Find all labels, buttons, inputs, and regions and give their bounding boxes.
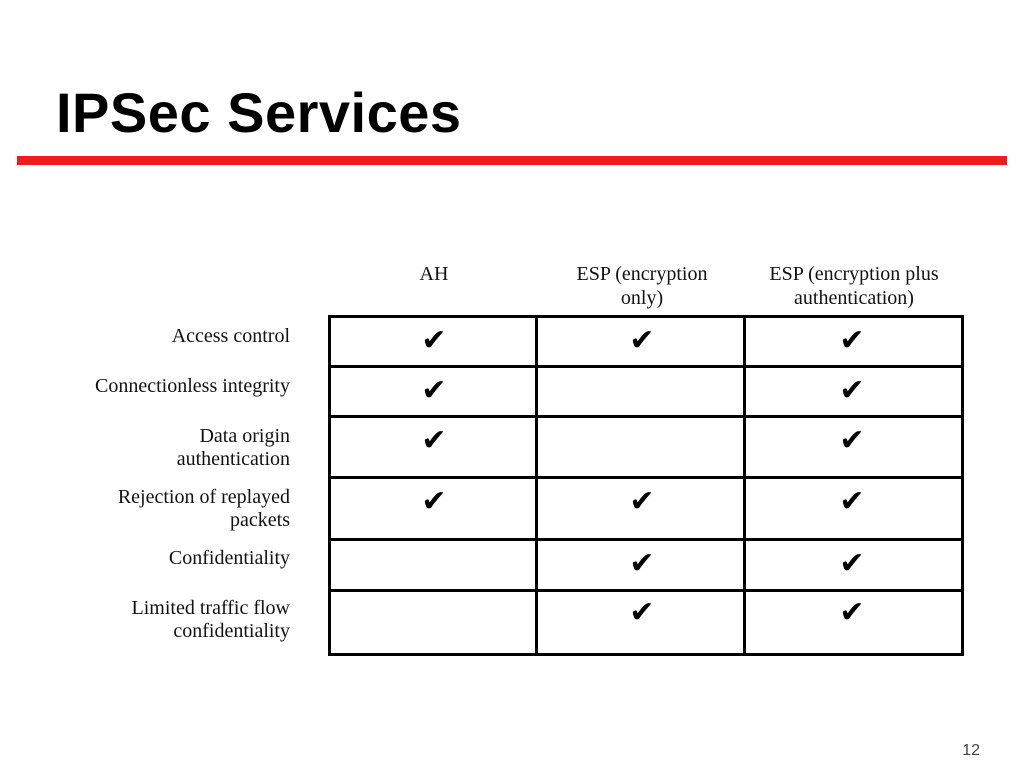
table-column-divider [535, 315, 538, 656]
row-label-access-control: Access control [171, 325, 290, 347]
checkmark-icon: ✔ [421, 423, 447, 458]
table-row-divider [328, 589, 964, 592]
checkmark-icon: ✔ [839, 484, 865, 519]
row-label-connectionless-integrity: Connectionless integrity [95, 375, 290, 397]
checkmark-icon: ✔ [421, 484, 447, 519]
row-label-confidentiality: Confidentiality [168, 547, 290, 569]
table-row-divider [328, 365, 964, 368]
checkmark-icon: ✔ [839, 546, 865, 581]
checkmark-icon: ✔ [629, 595, 655, 630]
column-header-ah: AH [419, 263, 449, 285]
checkmark-icon: ✔ [629, 484, 655, 519]
table-row-divider [328, 476, 964, 479]
row-label-data-origin-authentication: Data origin authentication [176, 425, 290, 470]
column-header-esp-encryption-only: ESP (encryption only) [576, 263, 708, 309]
row-label-limited-traffic-flow-confidentiality: Limited traffic flow confidentiality [131, 597, 290, 642]
table-row-divider [328, 415, 964, 418]
checkmark-icon: ✔ [629, 546, 655, 581]
checkmark-icon: ✔ [629, 323, 655, 358]
checkmark-icon: ✔ [839, 595, 865, 630]
checkmark-icon: ✔ [839, 423, 865, 458]
page-number: 12 [962, 742, 980, 759]
checkmark-icon: ✔ [421, 323, 447, 358]
slide-title: IPSec Services [56, 81, 462, 144]
table-row-divider [328, 538, 964, 541]
title-underline [17, 156, 1007, 165]
checkmark-icon: ✔ [421, 373, 447, 408]
column-header-esp-encryption-plus-authentication: ESP (encryption plus authentication) [769, 263, 939, 309]
table-column-divider [743, 315, 746, 656]
row-label-rejection-of-replayed-packets: Rejection of replayed packets [117, 486, 290, 531]
checkmark-icon: ✔ [839, 373, 865, 408]
checkmark-icon: ✔ [839, 323, 865, 358]
